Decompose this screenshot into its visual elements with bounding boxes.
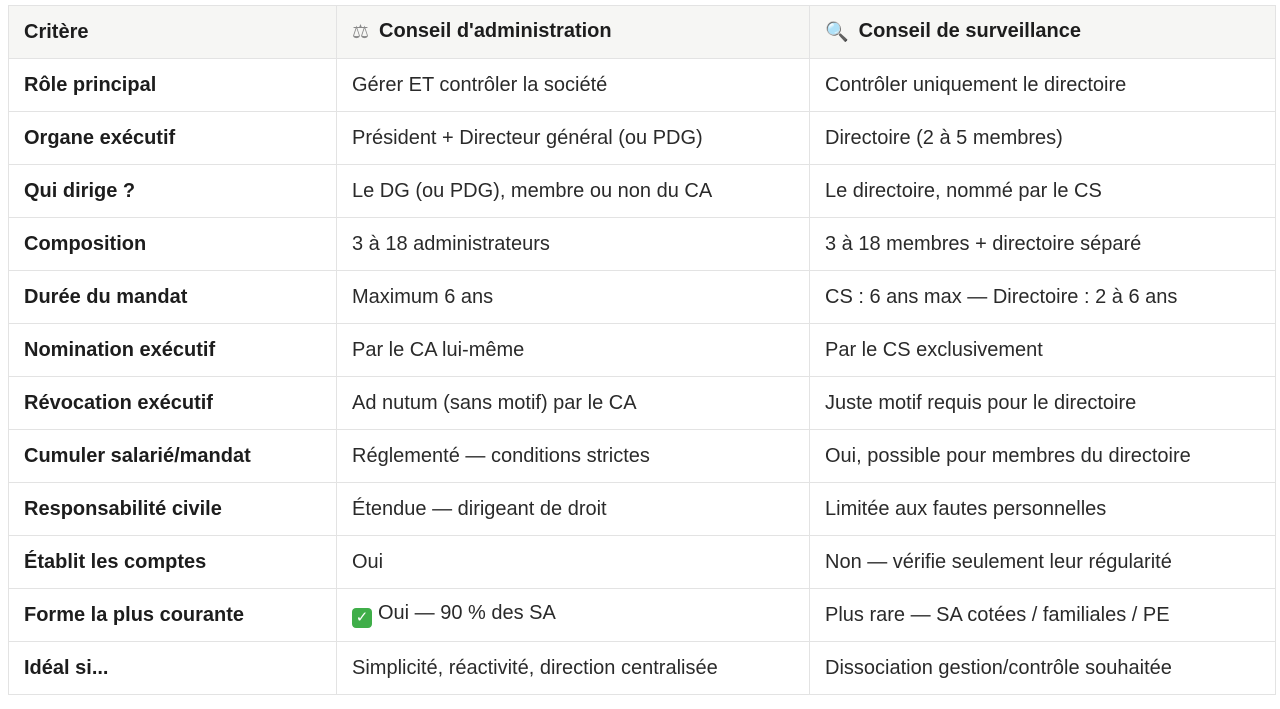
cs-cell: Le directoire, nommé par le CS <box>810 165 1276 218</box>
scale-icon: ⚖ <box>352 22 370 43</box>
criterion-cell: Rôle principal <box>9 59 337 112</box>
header-criterion <box>9 6 337 59</box>
table-row <box>9 377 1276 430</box>
table-row <box>9 165 1276 218</box>
header-row <box>9 6 1276 59</box>
check-icon: ✓ <box>352 608 372 628</box>
header-criterion-label: Critère <box>24 20 89 43</box>
ca-cell: Ad nutum (sans motif) par le CA <box>337 377 810 430</box>
ca-cell: Oui <box>337 536 810 589</box>
table-row <box>9 483 1276 536</box>
header-conseil-administration <box>337 6 810 59</box>
ca-cell-text: Oui — 90 % des SA <box>378 602 556 624</box>
criterion-cell: Forme la plus courante <box>9 589 337 642</box>
table-row <box>9 324 1276 377</box>
cs-cell: Limitée aux fautes personnelles <box>810 483 1276 536</box>
ca-cell: Par le CA lui-même <box>337 324 810 377</box>
table-row <box>9 59 1276 112</box>
header-ca-label: Conseil d'administration <box>379 20 612 42</box>
table-row <box>9 112 1276 165</box>
ca-cell: 3 à 18 administrateurs <box>337 218 810 271</box>
ca-cell: Le DG (ou PDG), membre ou non du CA <box>337 165 810 218</box>
criterion-cell: Nomination exécutif <box>9 324 337 377</box>
cs-cell: 3 à 18 membres + directoire séparé <box>810 218 1276 271</box>
table-row <box>9 642 1276 695</box>
ca-cell: Réglementé — conditions strictes <box>337 430 810 483</box>
criterion-cell: Cumuler salarié/mandat <box>9 430 337 483</box>
criterion-cell: Composition <box>9 218 337 271</box>
magnifier-icon: 🔍 <box>825 22 849 43</box>
ca-cell: Président + Directeur général (ou PDG) <box>337 112 810 165</box>
comparison-table-container <box>8 5 1275 695</box>
table-row <box>9 430 1276 483</box>
table-row <box>9 589 1276 642</box>
table-row <box>9 271 1276 324</box>
cs-cell: Oui, possible pour membres du directoire <box>810 430 1276 483</box>
cs-cell: Directoire (2 à 5 membres) <box>810 112 1276 165</box>
header-cs-label: Conseil de surveillance <box>858 20 1081 42</box>
ca-cell: Simplicité, réactivité, direction centralisée <box>337 642 810 695</box>
table-row <box>9 218 1276 271</box>
cs-cell: Dissociation gestion/contrôle souhaitée <box>810 642 1276 695</box>
cs-cell: Non — vérifie seulement leur régularité <box>810 536 1276 589</box>
ca-cell: Gérer ET contrôler la société <box>337 59 810 112</box>
criterion-cell: Organe exécutif <box>9 112 337 165</box>
comparison-table <box>8 5 1276 695</box>
criterion-cell: Responsabilité civile <box>9 483 337 536</box>
table-row <box>9 536 1276 589</box>
criterion-cell: Révocation exécutif <box>9 377 337 430</box>
cs-cell: Plus rare — SA cotées / familiales / PE <box>810 589 1276 642</box>
header-conseil-surveillance <box>810 6 1276 59</box>
ca-cell <box>337 589 810 642</box>
cs-cell: Par le CS exclusivement <box>810 324 1276 377</box>
cs-cell: Contrôler uniquement le directoire <box>810 59 1276 112</box>
cs-cell: CS : 6 ans max — Directoire : 2 à 6 ans <box>810 271 1276 324</box>
criterion-cell: Établit les comptes <box>9 536 337 589</box>
cs-cell: Juste motif requis pour le directoire <box>810 377 1276 430</box>
criterion-cell: Qui dirige ? <box>9 165 337 218</box>
ca-cell: Maximum 6 ans <box>337 271 810 324</box>
criterion-cell: Idéal si... <box>9 642 337 695</box>
criterion-cell: Durée du mandat <box>9 271 337 324</box>
ca-cell: Étendue — dirigeant de droit <box>337 483 810 536</box>
